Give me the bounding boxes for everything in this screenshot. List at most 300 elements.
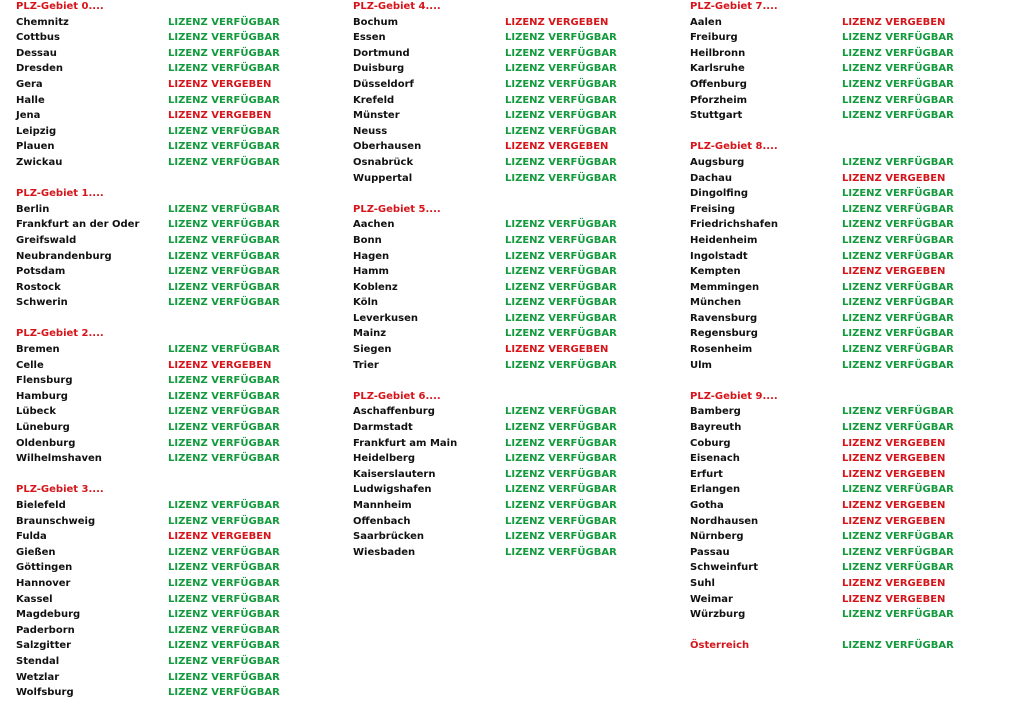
section-heading: PLZ-Gebiet 8.... [690,141,778,153]
city-name: Gießen [16,546,56,558]
city-name: Wuppertal [353,172,413,184]
license-status: LIZENZ VERFÜGBAR [505,531,617,543]
list-item [353,249,617,265]
license-status: LIZENZ VERFÜGBAR [505,47,617,59]
list-item [16,529,272,545]
license-status: LIZENZ VERFÜGBAR [505,312,617,324]
city-name: Wolfsburg [16,687,74,699]
list-item [16,30,280,46]
city-name: Stuttgart [690,110,743,122]
list-item [353,233,617,249]
license-status: LIZENZ VERFÜGBAR [842,203,954,215]
city-name: Wetzlar [16,671,60,683]
list-item [353,545,617,561]
list-item [16,607,280,623]
license-status: LIZENZ VERFÜGBAR [505,422,617,434]
license-status: LIZENZ VERFÜGBAR [842,328,954,340]
license-status: LIZENZ VERFÜGBAR [168,655,280,667]
license-status: LIZENZ VERFÜGBAR [505,546,617,558]
city-name: Rostock [16,281,61,293]
list-item [16,15,280,31]
license-status: LIZENZ VERFÜGBAR [168,546,280,558]
list-item [353,295,617,311]
list-item [353,529,617,545]
city-name: Schwerin [16,297,68,309]
license-status: LIZENZ VERFÜGBAR [505,281,617,293]
list-item [690,61,954,77]
license-status: LIZENZ VERFÜGBAR [505,156,617,168]
license-status: LIZENZ VERFÜGBAR [168,562,280,574]
license-status: LIZENZ VERFÜGBAR [168,437,280,449]
city-name: Regensburg [690,328,758,340]
city-name: Memmingen [690,281,760,293]
list-item [16,420,280,436]
list-item [690,202,954,218]
plz-section [16,482,280,700]
license-status: LIZENZ VERGEBEN [842,266,946,278]
city-name: Kaiserslautern [353,468,436,480]
license-status: LIZENZ VERGEBEN [505,344,609,356]
license-status: LIZENZ VERFÜGBAR [505,172,617,184]
list-item [353,451,617,467]
license-status: LIZENZ VERFÜGBAR [168,156,280,168]
city-name: Hagen [353,250,390,262]
city-name: Heidenheim [690,234,758,246]
list-item [690,638,954,654]
list-item [690,30,954,46]
city-name: Paderborn [16,624,75,636]
license-status: LIZENZ VERGEBEN [842,16,946,28]
city-name: Erlangen [690,484,741,496]
plz-section [690,0,954,124]
city-name: Saarbrücken [353,531,425,543]
license-status: LIZENZ VERFÜGBAR [505,32,617,44]
license-status: LIZENZ VERFÜGBAR [505,125,617,137]
list-item [16,155,280,171]
license-status: LIZENZ VERFÜGBAR [168,281,280,293]
city-name: Hannover [16,577,71,589]
list-item [353,77,617,93]
city-name: Cottbus [16,32,60,44]
city-name: Göttingen [16,562,73,574]
city-name: Offenbach [353,515,411,527]
city-name: Siegen [353,344,392,356]
license-status: LIZENZ VERFÜGBAR [505,297,617,309]
license-status: LIZENZ VERFÜGBAR [842,94,954,106]
license-status: LIZENZ VERFÜGBAR [505,219,617,231]
list-item [690,280,954,296]
city-name: Fulda [16,531,47,543]
list-item [16,498,280,514]
license-status: LIZENZ VERFÜGBAR [505,515,617,527]
license-status: LIZENZ VERFÜGBAR [842,297,954,309]
license-status: LIZENZ VERGEBEN [505,141,609,153]
list-item [16,217,280,233]
license-status: LIZENZ VERFÜGBAR [842,359,954,371]
city-name: Freiburg [690,32,738,44]
license-status: LIZENZ VERFÜGBAR [842,219,954,231]
list-item [690,560,954,576]
list-item [16,623,280,639]
city-name: Bremen [16,344,60,356]
license-status: LIZENZ VERFÜGBAR [168,344,280,356]
license-status: LIZENZ VERGEBEN [842,468,946,480]
list-item [16,514,280,530]
city-name: Darmstadt [353,422,413,434]
list-item [16,295,280,311]
city-name: Leverkusen [353,312,419,324]
city-name: Aachen [353,219,395,231]
city-name: Osnabrück [353,156,414,168]
license-status: LIZENZ VERFÜGBAR [168,94,280,106]
list-item [16,249,280,265]
plz-section [16,186,280,311]
city-name: Wilhelmshaven [16,453,102,465]
license-status: LIZENZ VERFÜGBAR [842,484,954,496]
license-status: LIZENZ VERFÜGBAR [168,234,280,246]
license-status: LIZENZ VERFÜGBAR [505,406,617,418]
city-name: Pforzheim [690,94,748,106]
license-status: LIZENZ VERFÜGBAR [842,156,954,168]
list-item [16,358,272,374]
city-name: Mannheim [353,500,412,511]
list-item [353,436,617,452]
license-status: LIZENZ VERFÜGBAR [168,687,280,699]
city-name: Aschaffenburg [353,406,435,418]
city-name: Oldenburg [16,437,76,449]
list-item [353,30,617,46]
license-status: LIZENZ VERFÜGBAR [168,375,280,387]
city-name: Braunschweig [16,515,96,527]
list-item [16,654,280,670]
city-name: Freising [690,203,735,215]
list-item [16,202,280,218]
city-name: Gera [16,78,43,90]
license-status: LIZENZ VERGEBEN [842,437,946,449]
list-item [690,264,946,280]
list-item [16,233,280,249]
license-status: LIZENZ VERFÜGBAR [168,406,280,418]
list-item [690,46,954,62]
license-status: LIZENZ VERFÜGBAR [168,250,280,262]
license-status: LIZENZ VERFÜGBAR [168,390,280,402]
license-status: LIZENZ VERFÜGBAR [168,640,280,652]
city-name: Düsseldorf [353,78,414,90]
list-item [353,93,617,109]
list-item [16,373,280,389]
license-status: LIZENZ VERGEBEN [168,78,272,90]
list-item [353,217,617,233]
column-2 [353,0,617,576]
license-status: LIZENZ VERFÜGBAR [842,281,954,293]
city-name: Erfurt [690,468,723,480]
list-item [353,326,617,342]
license-status: LIZENZ VERFÜGBAR [505,468,617,480]
city-name: Aalen [690,16,722,28]
list-item [16,93,280,109]
license-status: LIZENZ VERFÜGBAR [168,593,280,605]
city-name: Karlsruhe [690,63,745,75]
license-status: LIZENZ VERFÜGBAR [168,297,280,309]
license-status: LIZENZ VERFÜGBAR [168,500,280,511]
city-name: Ulm [690,359,712,371]
license-status: LIZENZ VERFÜGBAR [168,141,280,153]
list-item [690,108,954,124]
license-status: LIZENZ VERFÜGBAR [842,234,954,246]
city-name: Ingolstadt [690,250,748,262]
license-status: LIZENZ VERGEBEN [842,453,946,465]
list-item [16,670,280,686]
list-item [690,451,946,467]
city-name: Zwickau [16,156,63,168]
city-name: Österreich [690,640,750,652]
list-item [353,264,617,280]
list-item [690,607,954,623]
city-name: Stendal [16,655,60,667]
list-item [16,638,280,654]
list-item [353,467,617,483]
city-name: Ludwigshafen [353,484,432,496]
city-name: Essen [353,32,386,44]
city-name: Suhl [690,577,715,589]
list-item [690,186,954,202]
city-name: Bochum [353,16,399,28]
license-status: LIZENZ VERFÜGBAR [505,437,617,449]
city-name: Bayreuth [690,422,742,434]
list-item [690,233,954,249]
license-status: LIZENZ VERFÜGBAR [168,624,280,636]
city-name: Hamburg [16,390,68,402]
city-name: Dessau [16,47,57,59]
column-3 [690,0,954,670]
city-name: Augsburg [690,156,745,168]
license-status: LIZENZ VERFÜGBAR [168,453,280,465]
city-name: Neuss [353,125,388,137]
city-name: Wiesbaden [353,546,416,558]
city-name: Lüneburg [16,422,70,434]
license-status: LIZENZ VERGEBEN [842,577,946,589]
list-item [690,171,946,187]
list-item [353,61,617,77]
license-status: LIZENZ VERFÜGBAR [842,312,954,324]
license-status: LIZENZ VERFÜGBAR [168,422,280,434]
section-heading: PLZ-Gebiet 4.... [353,1,441,12]
list-item [353,280,617,296]
city-name: Dortmund [353,47,410,59]
license-status: LIZENZ VERFÜGBAR [168,266,280,278]
city-name: Kempten [690,266,741,278]
city-name: Halle [16,94,45,106]
list-item [353,108,617,124]
list-item [690,295,954,311]
city-name: Ravensburg [690,312,758,324]
list-item [16,685,280,701]
license-status: LIZENZ VERGEBEN [842,500,946,511]
city-name: Friedrichshafen [690,219,778,231]
city-name: Flensburg [16,375,73,387]
list-item [353,358,617,374]
list-item [16,576,280,592]
license-status: LIZENZ VERGEBEN [168,359,272,371]
list-item [690,15,946,31]
license-status: LIZENZ VERGEBEN [842,172,946,184]
list-item [16,77,272,93]
city-name: Köln [353,297,378,309]
list-item [690,545,954,561]
city-name: München [690,297,742,309]
city-name: Bielefeld [16,500,66,511]
section-heading: PLZ-Gebiet 0.... [16,1,104,12]
city-name: Greifswald [16,234,77,246]
license-status: LIZENZ VERFÜGBAR [505,453,617,465]
license-status: LIZENZ VERFÜGBAR [842,47,954,59]
license-status: LIZENZ VERFÜGBAR [168,47,280,59]
license-status: LIZENZ VERFÜGBAR [505,484,617,496]
license-status: LIZENZ VERFÜGBAR [842,609,954,621]
license-status: LIZENZ VERFÜGBAR [842,32,954,44]
list-item [353,155,617,171]
list-item [16,139,280,155]
plz-section [690,389,954,623]
city-name: Gotha [690,500,724,511]
city-name: Koblenz [353,281,398,293]
city-name: Heidelberg [353,453,415,465]
list-item [16,342,280,358]
city-name: Heilbronn [690,47,746,59]
city-name: Oberhausen [353,141,422,153]
license-status: LIZENZ VERFÜGBAR [168,32,280,44]
section-heading: PLZ-Gebiet 6.... [353,390,441,402]
section-heading: PLZ-Gebiet 1.... [16,188,104,200]
list-item [690,529,954,545]
list-item [16,592,280,608]
license-status: LIZENZ VERFÜGBAR [842,562,954,574]
list-item [353,498,617,514]
license-status: LIZENZ VERFÜGBAR [842,250,954,262]
city-name: Rosenheim [690,344,753,356]
license-status: LIZENZ VERFÜGBAR [168,577,280,589]
list-item [690,482,954,498]
license-status: LIZENZ VERFÜGBAR [842,188,954,200]
section-heading: PLZ-Gebiet 5.... [353,203,441,215]
list-item [353,139,609,155]
list-item [690,498,946,514]
list-item [690,514,946,530]
license-status: LIZENZ VERFÜGBAR [842,406,954,418]
license-status: LIZENZ VERFÜGBAR [168,671,280,683]
list-item [353,15,609,31]
list-item [16,404,280,420]
section-heading: PLZ-Gebiet 9.... [690,390,778,402]
plz-section [353,389,617,561]
list-item [690,93,954,109]
city-name: Dresden [16,63,64,75]
city-name: Celle [16,359,44,371]
license-status: LIZENZ VERFÜGBAR [168,125,280,137]
city-name: Dachau [690,172,732,184]
city-name: Kassel [16,593,53,605]
city-name: Mainz [353,328,387,340]
list-item [16,436,280,452]
city-name: Neubrandenburg [16,250,112,262]
license-status: LIZENZ VERFÜGBAR [168,219,280,231]
list-item [690,436,946,452]
list-item [690,155,954,171]
license-status: LIZENZ VERFÜGBAR [505,250,617,262]
city-name: Nürnberg [690,531,744,543]
license-status: LIZENZ VERGEBEN [168,110,272,122]
license-status: LIZENZ VERFÜGBAR [505,328,617,340]
city-name: Bonn [353,234,382,246]
city-name: Krefeld [353,94,395,106]
list-item [353,342,609,358]
list-item [690,576,946,592]
license-status: LIZENZ VERFÜGBAR [842,546,954,558]
city-name: Lübeck [16,406,57,418]
license-status: LIZENZ VERFÜGBAR [505,110,617,122]
list-item [353,311,617,327]
section-heading: PLZ-Gebiet 2.... [16,328,104,340]
list-item [16,389,280,405]
city-name: Eisenach [690,453,740,465]
list-item [353,124,617,140]
city-name: Passau [690,546,730,558]
license-status: LIZENZ VERFÜGBAR [168,63,280,75]
plz-section [353,202,617,374]
city-name: Trier [353,359,379,371]
license-status: LIZENZ VERFÜGBAR [505,266,617,278]
city-name: Weimar [690,593,733,605]
list-item [690,404,954,420]
license-status: LIZENZ VERFÜGBAR [168,515,280,527]
city-name: Schweinfurt [690,562,758,574]
city-name: Offenburg [690,78,747,90]
license-status: LIZENZ VERFÜGBAR [842,422,954,434]
city-name: Frankfurt an der Oder [16,219,140,231]
city-name: Münster [353,110,400,122]
list-item [690,358,954,374]
list-item [353,404,617,420]
column-1 [16,0,280,716]
license-status: LIZENZ VERFÜGBAR [505,63,617,75]
license-status: LIZENZ VERFÜGBAR [842,63,954,75]
city-name: Jena [16,110,41,122]
city-name: Magdeburg [16,609,81,621]
section-heading: PLZ-Gebiet 7.... [690,1,778,12]
plz-section [16,326,280,466]
city-name: Berlin [16,203,50,215]
license-status: LIZENZ VERGEBEN [842,593,946,605]
list-item [690,77,954,93]
license-status: LIZENZ VERFÜGBAR [505,78,617,90]
license-status: LIZENZ VERFÜGBAR [842,531,954,543]
list-item [353,46,617,62]
city-name: Bamberg [690,406,741,418]
plz-section [353,0,617,186]
city-name: Würzburg [690,609,746,621]
license-status: LIZENZ VERFÜGBAR [168,16,280,28]
list-item [16,280,280,296]
list-item [690,467,946,483]
city-name: Hamm [353,266,389,278]
license-status: LIZENZ VERFÜGBAR [168,609,280,621]
license-status: LIZENZ VERFÜGBAR [842,110,954,122]
list-item [16,124,280,140]
city-name: Salzgitter [16,640,72,652]
city-name: Duisburg [353,63,405,75]
license-status: LIZENZ VERFÜGBAR [505,359,617,371]
list-item [690,420,954,436]
